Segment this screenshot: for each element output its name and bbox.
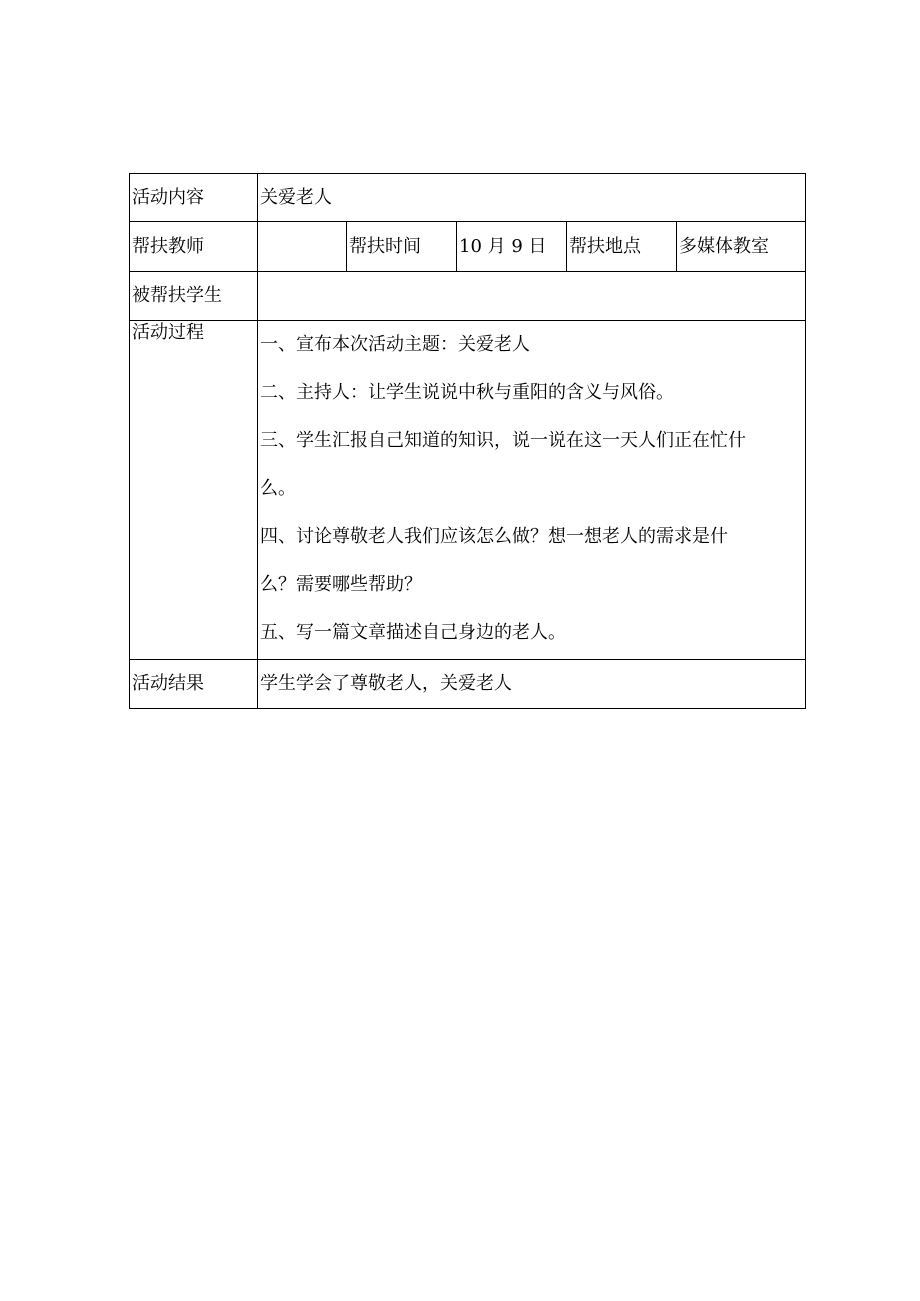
activity-process-content bbox=[258, 321, 806, 660]
activity-result-value: 学生学会了尊敬老人，关爱老人 bbox=[258, 660, 806, 709]
help-time-label: 帮扶时间 bbox=[347, 222, 457, 272]
process-line: 五、写一篇文章描述自己身边的老人。 bbox=[260, 622, 566, 643]
process-line: 三、学生汇报自己知道的知识，说一说在这一天人们正在忙什 bbox=[260, 430, 746, 451]
row-helper-info bbox=[130, 222, 806, 272]
process-line: 一、宣布本次活动主题：关爱老人 bbox=[260, 334, 530, 355]
process-line: 么。 bbox=[260, 478, 296, 499]
helped-students-label: 被帮扶学生 bbox=[130, 272, 258, 321]
process-line: 四、讨论尊敬老人我们应该怎么做？想一想老人的需求是什 bbox=[260, 526, 728, 547]
activity-process-label: 活动过程 bbox=[130, 321, 258, 660]
activity-content-label: 活动内容 bbox=[130, 174, 258, 222]
helper-teacher-value bbox=[258, 222, 347, 272]
activity-content-value: 关爱老人 bbox=[258, 174, 806, 222]
row-activity-content bbox=[130, 174, 806, 222]
process-line: 二、主持人：让学生说说中秋与重阳的含义与风俗。 bbox=[260, 382, 674, 403]
helped-students-value bbox=[258, 272, 806, 321]
row-activity-result bbox=[130, 660, 806, 709]
helper-teacher-label: 帮扶教师 bbox=[130, 222, 258, 272]
help-place-label: 帮扶地点 bbox=[567, 222, 677, 272]
activity-record-table bbox=[129, 173, 806, 709]
help-place-value: 多媒体教室 bbox=[677, 222, 806, 272]
process-line: 么？需要哪些帮助？ bbox=[260, 574, 422, 595]
row-activity-process bbox=[130, 321, 806, 660]
activity-result-label: 活动结果 bbox=[130, 660, 258, 709]
row-helped-students bbox=[130, 272, 806, 321]
help-time-value: 10 月 9 日 bbox=[457, 222, 567, 272]
